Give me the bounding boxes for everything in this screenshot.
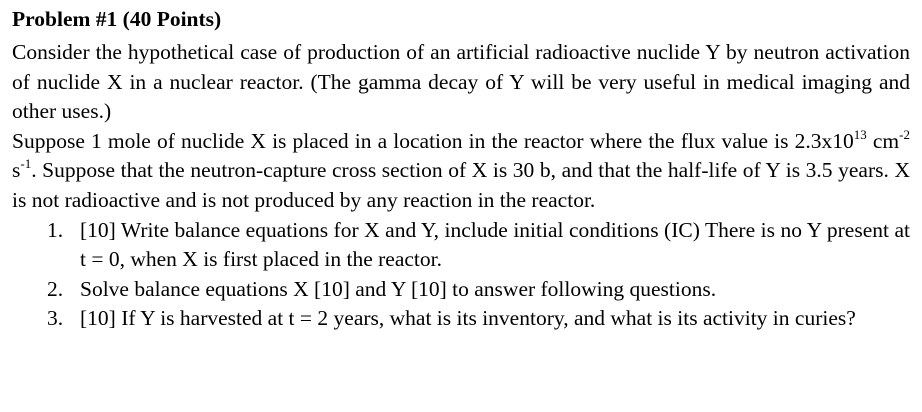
- question-number: 3.: [47, 306, 64, 331]
- question-item-2: [47, 275, 910, 305]
- question-number: 1.: [47, 217, 64, 242]
- setup-paragraph: [12, 127, 910, 216]
- question-number: 2.: [47, 276, 64, 301]
- setup-text-4: . Suppose that the neutron-capture cross section of X is 30 b, and that the half-life of Y is 3.5 years. X is not radioactive and is not produced by any reaction in the reactor.: [12, 158, 910, 212]
- intro-paragraph: Consider the hypothetical case of production of an artificial radioactive nuclide Y by neutron activation of nuclide X in a nuclear reactor. (The gamma decay of Y will be very useful in medical imaging and other uses.): [12, 40, 910, 124]
- question-item-3: [47, 304, 910, 334]
- setup-text-2: cm: [866, 128, 900, 153]
- question-text: Solve balance equations X [10] and Y [10] to answer following questions.: [80, 276, 717, 301]
- problem-title: Problem #1 (40 Points): [12, 7, 222, 31]
- question-text: [10] Write balance equations for X and Y, include initial conditions (IC) There is no Y present at t = 0, when X is first placed in the reactor.: [80, 217, 910, 272]
- s-exponent: -1: [20, 156, 32, 172]
- cm-exponent: -2: [899, 126, 910, 142]
- setup-text-3: s: [12, 158, 21, 183]
- question-item-1: [47, 216, 910, 275]
- flux-exponent: 13: [853, 126, 867, 142]
- question-list: [12, 216, 910, 334]
- question-text: [10] If Y is harvested at t = 2 years, what is its inventory, and what is its activity in curies?: [80, 306, 856, 331]
- setup-text-1: Suppose 1 mole of nuclide X is placed in a location in the reactor where the flux value is 2.3x10: [12, 128, 854, 153]
